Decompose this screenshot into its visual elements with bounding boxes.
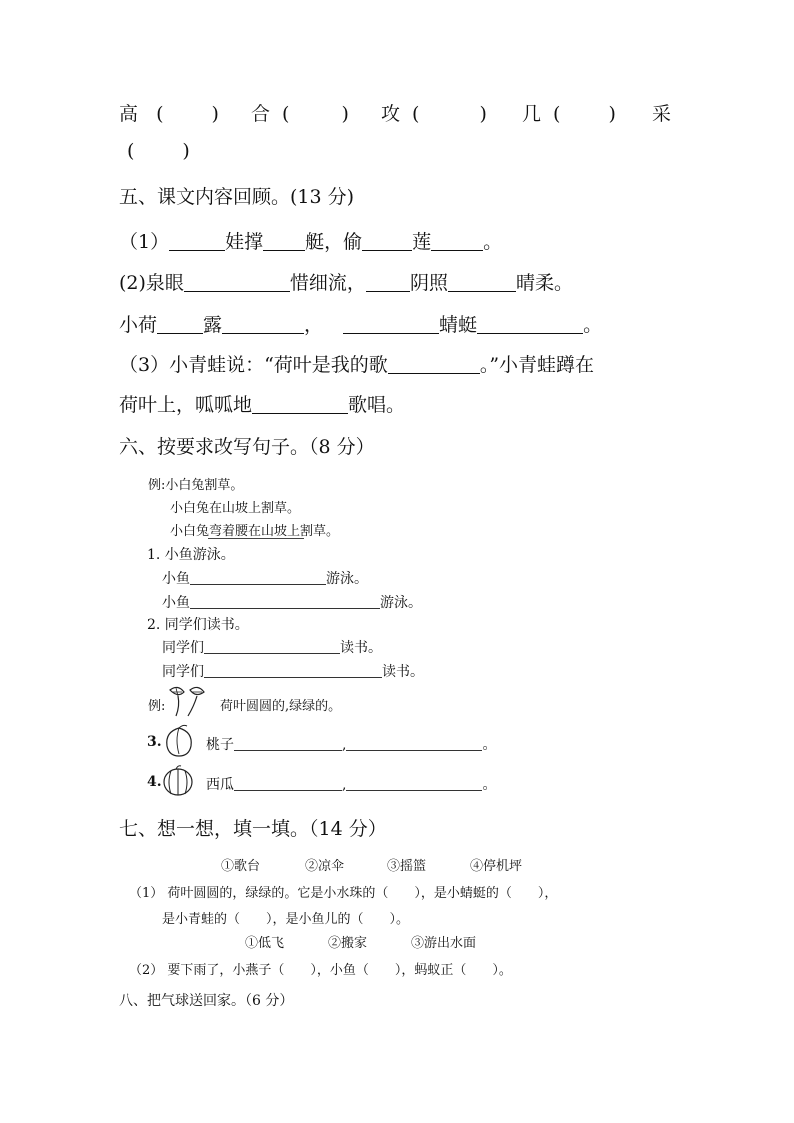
- s6-example-lotus-text: 荷叶圆圆的,绿绿的。: [220, 699, 342, 714]
- blank-line[interactable]: [362, 231, 412, 251]
- s6-q1-line-b: 小鱼 游泳。: [162, 595, 422, 611]
- s6-q4-line: 西瓜 , 。: [206, 777, 497, 793]
- s6-example-2: 小白兔在山坡上割草。: [170, 501, 301, 516]
- lotus-leaf-icon: [166, 684, 208, 718]
- s5-line-1: （1） 娃撑 艇，偷 莲 。: [119, 231, 503, 253]
- section-8-heading: 八、把气球送回家。（6 分）: [119, 993, 294, 1009]
- blank-line[interactable]: [346, 777, 482, 791]
- s6-example-1: 例:小白兔割草。: [148, 478, 244, 493]
- bracket-item: 攻 ( ): [381, 103, 487, 125]
- option-item: ④停机坪: [470, 859, 523, 874]
- option-item: ②凉伞: [305, 859, 345, 874]
- s7-p2: （2） 要下雨了，小燕子（ ），小鱼（ ），蚂蚁正（ ）。: [129, 963, 512, 978]
- blank-line[interactable]: [252, 394, 348, 414]
- example-underline: [208, 538, 304, 539]
- s6-q2-line-b: 同学们 读书。: [162, 664, 424, 680]
- s6-q1-line-a: 小鱼 游泳。: [162, 571, 368, 587]
- s5-line-5: 荷叶上，呱呱地 歌唱。: [119, 394, 406, 416]
- s6-q3-num: 3.: [147, 734, 162, 750]
- blank-line[interactable]: [190, 595, 380, 609]
- s7-p1-line-a: （1） 荷叶圆圆的，绿绿的。它是小水珠的（ ），是小蜻蜓的（ ），: [129, 886, 558, 901]
- s6-q2-line-a: 同学们 读书。: [162, 640, 382, 656]
- blank-line[interactable]: [234, 737, 342, 751]
- option-item: ①歌台: [221, 859, 261, 874]
- blank-line[interactable]: [204, 664, 382, 678]
- section-6-heading: 六、按要求改写句子。（8 分）: [119, 436, 375, 458]
- blank-line[interactable]: [448, 272, 516, 292]
- section-5-heading: 五、课文内容回顾。(13 分): [119, 186, 355, 208]
- q4-bracket-row: 高 ( ): [119, 103, 219, 125]
- watermelon-icon: [161, 764, 195, 798]
- blank-line[interactable]: [431, 231, 483, 251]
- bracket-item: 采: [652, 103, 672, 125]
- blank-line[interactable]: [477, 314, 583, 334]
- section-7-heading: 七、想一想，填一填。（14 分）: [119, 818, 387, 840]
- bracket-item-char: 高: [119, 103, 139, 125]
- bracket-item: 合 ( ): [251, 103, 349, 125]
- bracket-item: ( ): [127, 140, 190, 162]
- option-item: ②搬家: [328, 936, 368, 951]
- blank-line[interactable]: [388, 354, 480, 374]
- option-item: ③摇篮: [387, 859, 427, 874]
- blank-line[interactable]: [184, 272, 290, 292]
- option-item: ③游出水面: [411, 936, 477, 951]
- blank-line[interactable]: [204, 640, 340, 654]
- blank-line[interactable]: [234, 777, 342, 791]
- s6-q4-num: 4.: [147, 774, 162, 790]
- blank-line[interactable]: [346, 737, 482, 751]
- blank-line[interactable]: [366, 272, 410, 292]
- s6-example-3: 小白兔弯着腰在山坡上割草。: [170, 524, 340, 539]
- s5-line-2: (2)泉眼 惜细流， 阴照 晴柔。: [119, 272, 573, 294]
- blank-line[interactable]: [190, 571, 326, 585]
- s6-q1: 1. 小鱼游泳。: [147, 547, 235, 563]
- blank-line[interactable]: [263, 231, 305, 251]
- bracket-item: 几 ( ): [522, 103, 616, 125]
- s5-line-3: 小荷 露 ， 蜻蜓 。: [119, 314, 603, 336]
- s7-p1-line-b: 是小青蛙的（ ），是小鱼儿的（ ）。: [162, 912, 410, 927]
- s6-q3-line: 桃子 , 。: [206, 737, 497, 753]
- blank-line[interactable]: [169, 231, 225, 251]
- s6-example-lotus-label: 例:: [148, 699, 166, 714]
- peach-icon: [163, 724, 195, 758]
- s6-q2: 2. 同学们读书。: [147, 617, 249, 633]
- blank-line[interactable]: [343, 314, 439, 334]
- blank-line[interactable]: [157, 314, 203, 334]
- s5-line-4: （3）小青蛙说：“荷叶是我的歌 。”小青蛙蹲在: [119, 354, 595, 376]
- blank-line[interactable]: [222, 314, 304, 334]
- option-item: ①低飞: [245, 936, 285, 951]
